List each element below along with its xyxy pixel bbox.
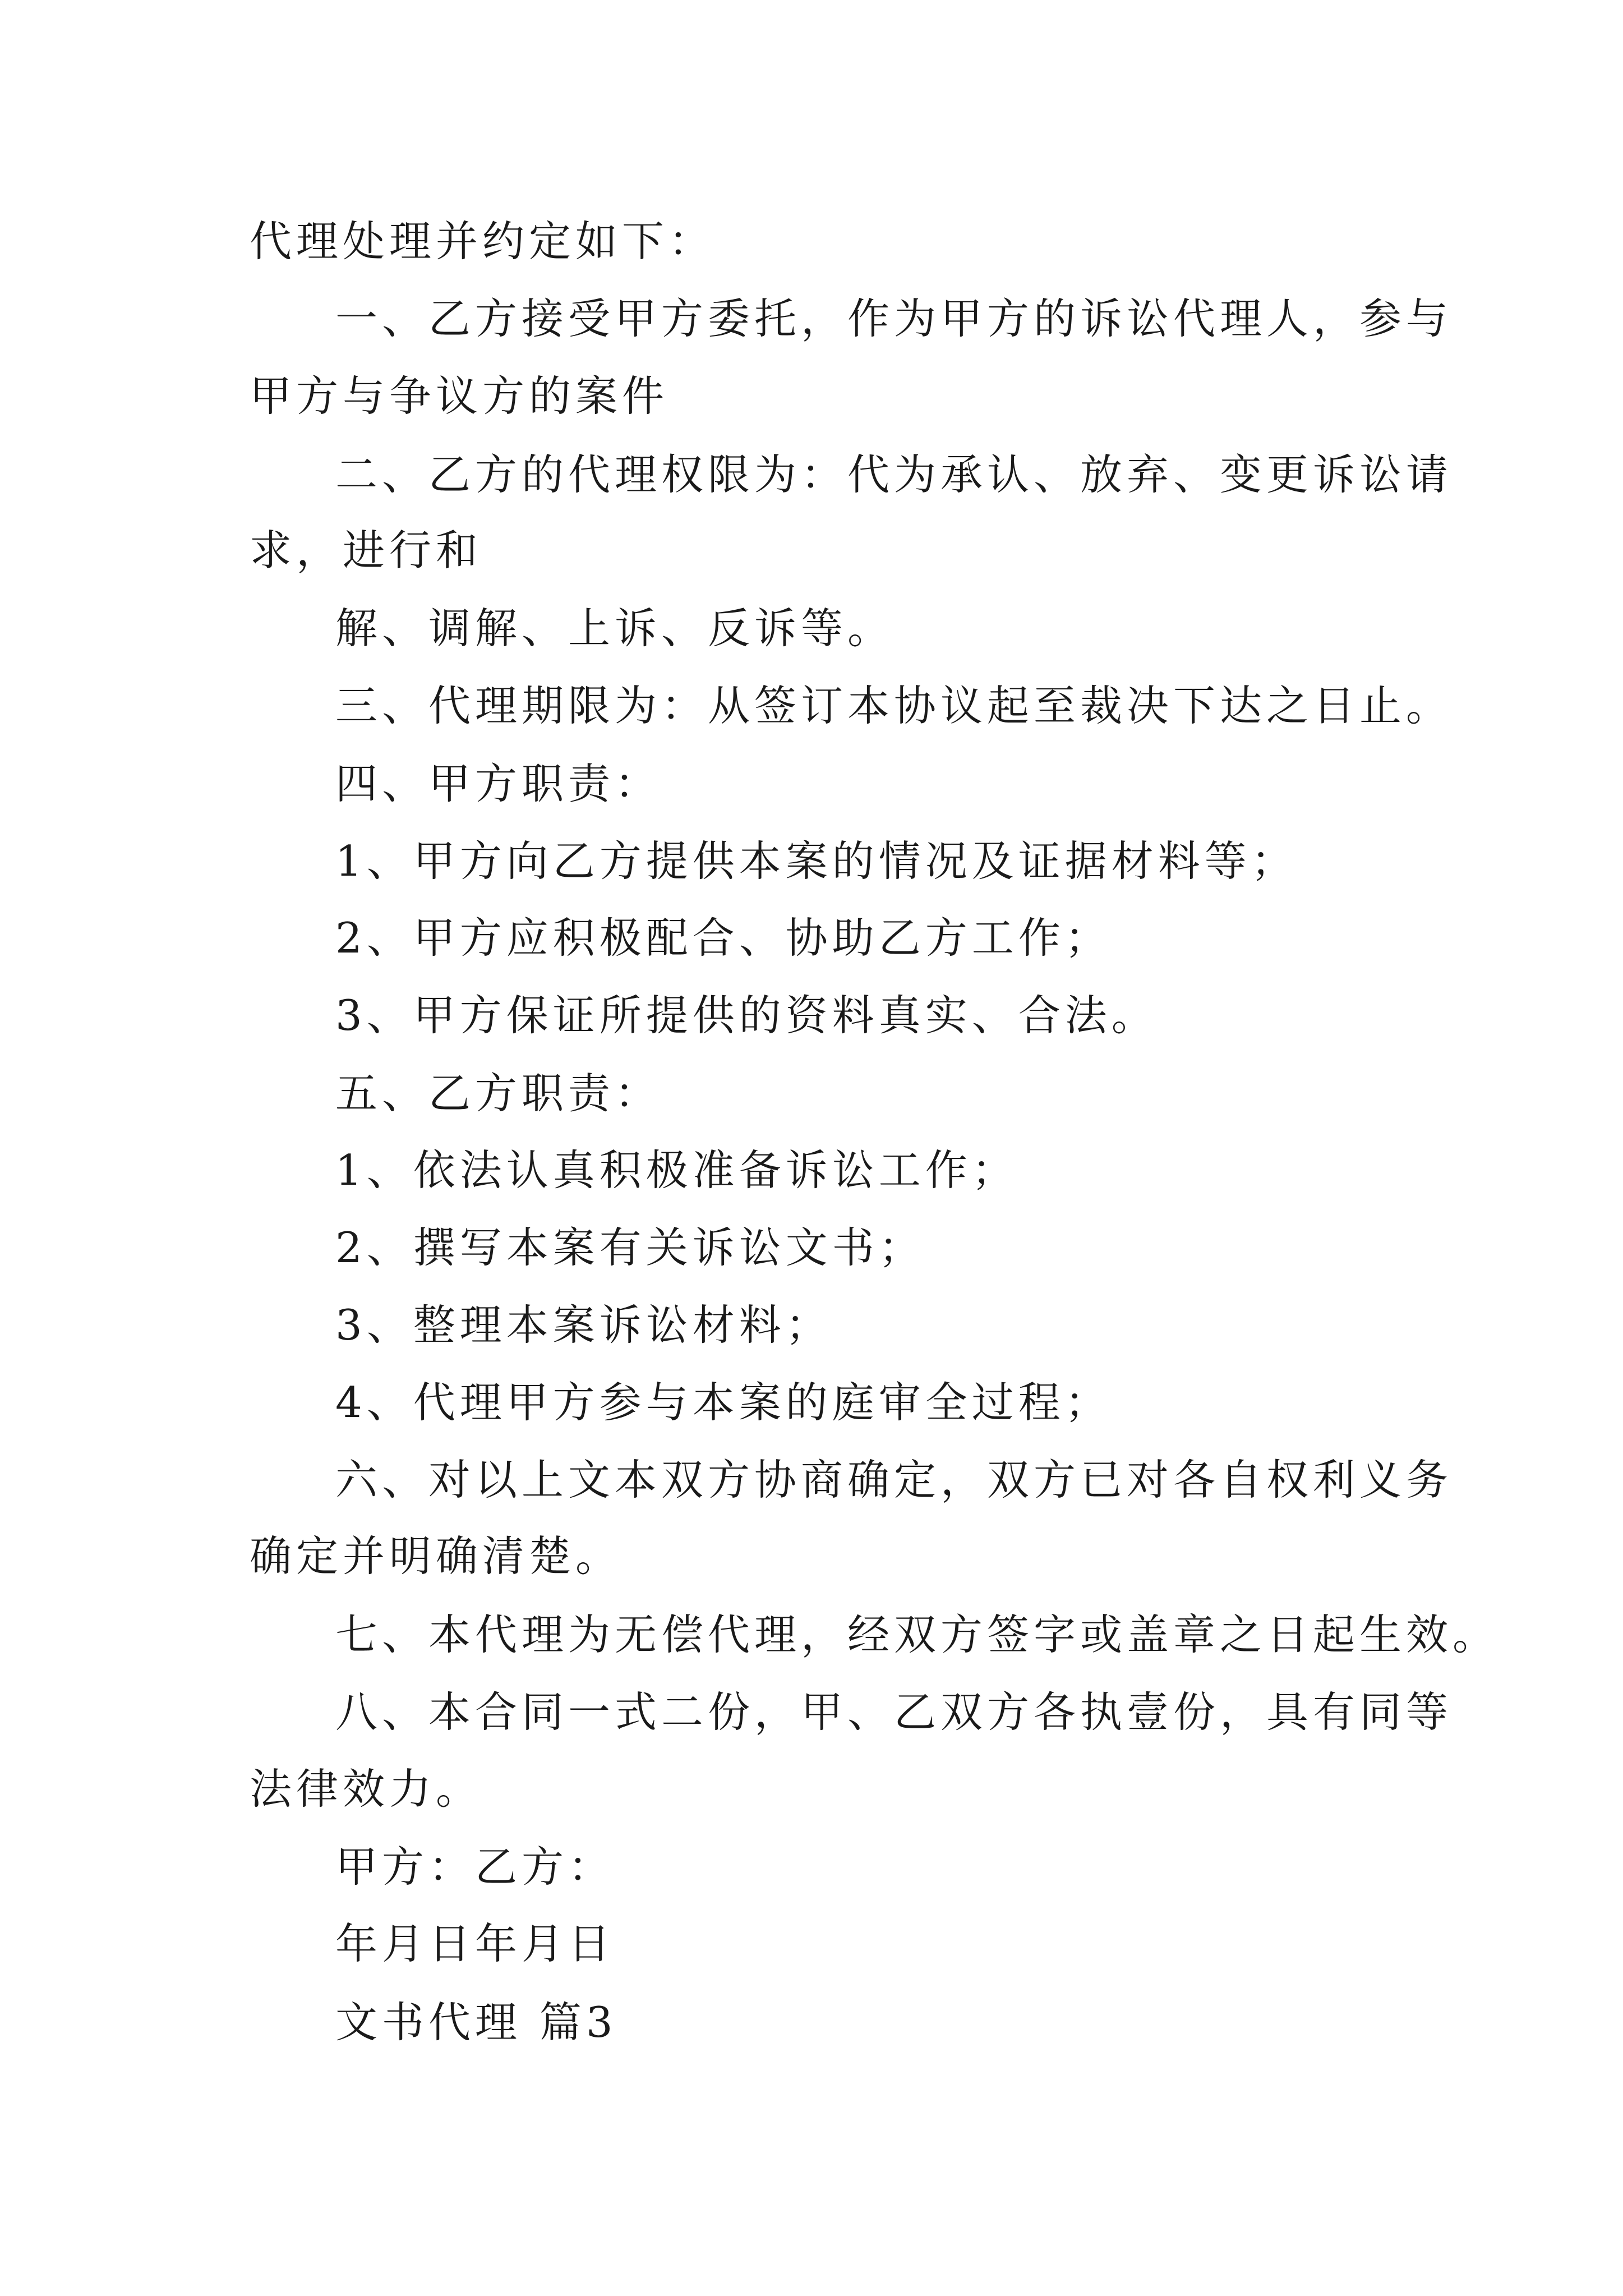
text-line: 一、乙方接受甲方委托，作为甲方的诉讼代理人，参与 bbox=[335, 294, 1453, 343]
text-line: 三、代理期限为：从签订本协议起至裁决下达之日止。 bbox=[335, 681, 1453, 730]
text-line: 4、代理甲方参与本案的庭审全过程； bbox=[335, 1378, 1112, 1427]
text-line: 3、甲方保证所提供的资料真实、合法。 bbox=[335, 991, 1158, 1040]
text-line: 1、依法认真积极准备诉讼工作； bbox=[335, 1145, 1018, 1195]
text-line: 七、本代理为无偿代理，经双方签字或盖章之日起生效。 bbox=[335, 1610, 1500, 1659]
text-line: 甲方与争议方的案件 bbox=[250, 371, 669, 421]
text-line: 代理处理并约定如下： bbox=[250, 217, 716, 266]
text-line: 确定并明确清楚。 bbox=[250, 1531, 623, 1581]
text-line: 求，进行和 bbox=[250, 526, 483, 575]
text-line: 甲方：乙方： bbox=[335, 1842, 615, 1892]
text-line: 二、乙方的代理权限为：代为承认、放弃、变更诉讼请 bbox=[335, 450, 1453, 499]
text-line: 2、甲方应积极配合、协助乙方工作； bbox=[335, 913, 1112, 963]
text-line: 1、甲方向乙方提供本案的情况及证据材料等； bbox=[335, 836, 1298, 886]
text-line: 2、撰写本案有关诉讼文书； bbox=[335, 1223, 925, 1272]
text-line: 法律效力。 bbox=[250, 1764, 483, 1814]
text-line: 3、整理本案诉讼材料； bbox=[335, 1300, 832, 1350]
text-line: 四、甲方职责： bbox=[335, 759, 662, 808]
text-line: 年月日年月日 bbox=[335, 1919, 615, 1968]
text-line: 八、本合同一式二份，甲、乙双方各执壹份，具有同等 bbox=[335, 1687, 1453, 1737]
text-line: 文书代理 篇3 bbox=[335, 1998, 617, 2047]
text-line: 五、乙方职责： bbox=[335, 1069, 662, 1118]
text-line: 解、调解、上诉、反诉等。 bbox=[335, 604, 895, 653]
text-line: 六、对以上文本双方协商确定，双方已对各自权利义务 bbox=[335, 1455, 1453, 1504]
